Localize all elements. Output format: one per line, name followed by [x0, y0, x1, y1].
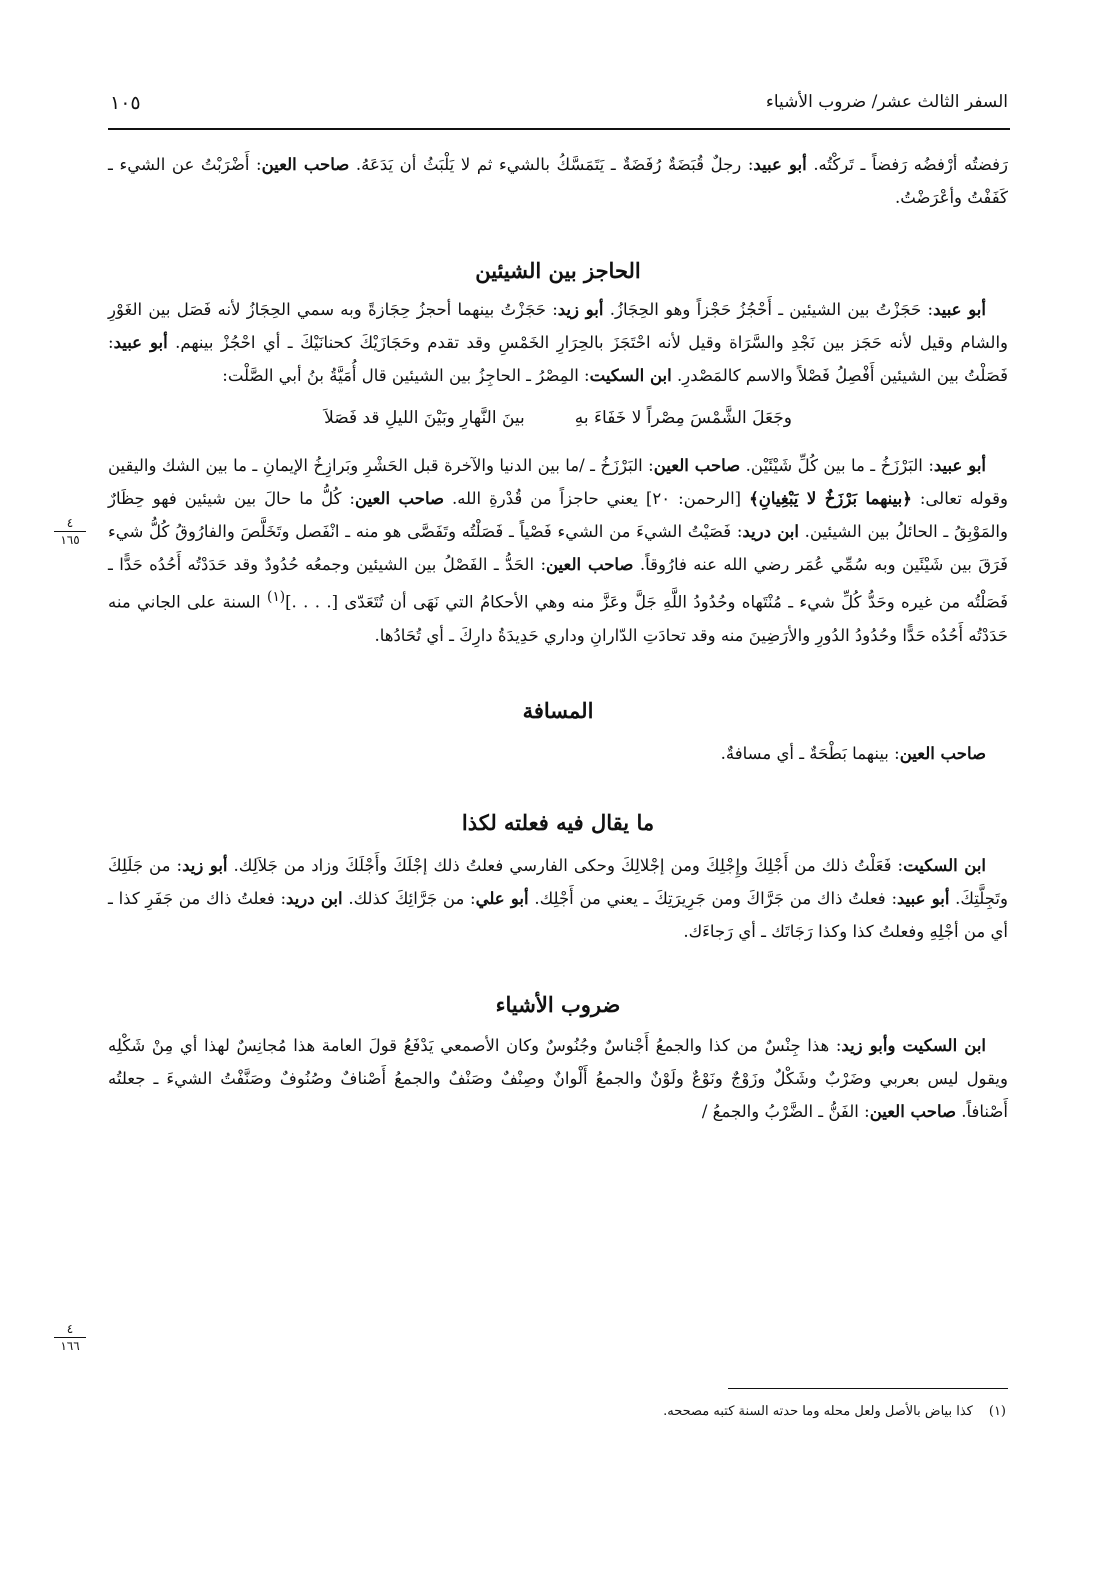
- verse-first-hemistich: وجَعَلَ الشَّمْسَ مِصْراً لا خَفَاءَ بهِ: [574, 408, 792, 428]
- section-heading: الحاجز بين الشيئين: [475, 258, 641, 283]
- author-name: صاحب العين: [354, 489, 444, 508]
- margin-note-bottom: ١٦٦: [60, 1339, 80, 1353]
- text-run: : الفَنُّ ـ الضَّرْبُ والجمعُ /: [701, 1101, 870, 1121]
- margin-note-top: ٤: [66, 516, 74, 530]
- author-name: صاحب العين: [869, 1101, 956, 1121]
- quran-quote: ﴿بينهما بَرْزَخٌ لا يَبْغِيانِ﴾: [749, 489, 912, 508]
- margin-note-top: ٤: [66, 1322, 74, 1336]
- author-name: ابن دريد: [286, 888, 343, 908]
- text-run: : حَجَزْتُ بينهما أحجزُ حِجَازةً وبه سمي الحِجَازُ لأنه فَصَل بين الغَوْرِ والشام وقيل لأنه حَجَز بين نَجْدِ والسَّرَاة وقيل لأنه احْتَجَزَ بالحِرَارِ الخَمْسِ وقد تقدم وحَجَازَيْكَ كحنانَيْكَ ـ أي احْجُزْ بينهم.: [108, 300, 1008, 352]
- author-name: ابن السكيت وأبو زيد: [841, 1035, 986, 1055]
- author-name: أبو عبيد: [933, 300, 986, 319]
- author-name: أبو عبيد: [897, 888, 950, 908]
- section-heading: ضروب الأشياء: [495, 991, 621, 1017]
- text-run: : فَصَلْتُ بين الشيئين أَفْصِلُ فَصْلاً والاسم كالمَصْدرِ.: [108, 333, 1008, 385]
- author-name: أبو عبيد: [933, 456, 986, 475]
- text-run: : رجلٌ قُبَضَةٌ رُفَضَةٌ ـ يَتَمَسَّكُ بالشيء ثم لا يَلْبَثُ أن يَدَعَهُ.: [349, 155, 754, 174]
- text-run: السنة على الجاني منه حَدَدْتُه أَحُدُه حَدًّا وحُدُودُ الدُورِ والأرَضِينَ منه وقد تحادَتِ الدّارانِ وداري حَدِيدَةُ دارِكَ ـ أي تُحَادُها.: [108, 592, 1008, 645]
- text-run: : الحَدُّ ـ الفَصْلُ بين الشيئين وجمعُه حُدُودٌ وقد حَدَدْتُه أَحُدُه حَدًّا ـ فَصَلْتُه من غيره وحَدُّ كُلِّ شيء ـ مُنْتَهاه وحُدُودُ اللَّهِ جَلَّ وعَزَّ منه وهي الأحكامُ التي نَهَى أن تُتَعَدّى [. . . .]: [108, 555, 1008, 612]
- text-run: : أَضْرَبْتُ عن الشيء ـ كَفَفْتُ وأعْرَضْتُ.: [108, 155, 1008, 207]
- running-title: السفر الثالث عشر/ ضروب الأشياء: [765, 92, 1008, 112]
- text-run: : فَصَيْتُ الشيءَ من الشيء فَصْياً ـ فَصَلْتُه وتَفَصَّى هو منه ـ انْفَصل وتَخَلَّصَ والفارُوقُ كُلُّ شيء فَرَقَ بين شَيْئَين وبه سُمِّي عُمَر رضي الله عنه فارُوقاً.: [108, 522, 1008, 574]
- header-rule: [108, 128, 1010, 130]
- footnote-rule: [728, 1388, 1008, 1389]
- author-name: ابن دريد: [742, 522, 799, 541]
- text-run: : هذا جِنْسٌ من كذا والجمعُ أَجْناسٌ وجُنُوسٌ وكان الأصمعي يَدْفَعُ قولَ العامة هذا مُجانِسٌ لهذا أي مِنْ شَكْلِه ويقول ليس بعربي وضَرْبٌ وشَكْلٌ وزَوْجٌ ونَوْعٌ ولَوْنٌ والجمعُ أَلْوانٌ وصِنْفٌ وصَنْفٌ والجمعُ أَصْنافٌ وصُنُوفٌ وصَنَّفْتُ الشيءَ ـ جعلتُه أَصْنافاً.: [108, 1035, 1008, 1121]
- margin-note-bar: [54, 1337, 86, 1338]
- author-name: أبو علي: [475, 888, 529, 908]
- poetry-verse: [108, 402, 1008, 435]
- author-name: أبو زيد: [182, 855, 228, 875]
- author-name: صاحب العين: [899, 743, 986, 763]
- author-name: صاحب العين: [653, 456, 741, 475]
- text-run: : المِصْرُ ـ الحاجِزُ بين الشيئين قال أُمَيَّةُ بنُ أبي الصَّلْت:: [222, 366, 590, 385]
- paragraph: [108, 849, 1008, 948]
- author-name: أبو عبيد: [113, 333, 168, 352]
- footnote: [663, 1404, 1006, 1419]
- paragraph: [108, 293, 1008, 392]
- text-run: : من جَلَلِكَ وتَجِلَّتِكَ.: [108, 855, 1008, 908]
- text-run: رَفضتُه أرْفضُه رَفضاً ـ تَركْتُه.: [806, 155, 1008, 174]
- footnote-number: (١): [988, 1404, 1006, 1419]
- intro-paragraph: [108, 148, 1008, 214]
- footnote-text: كذا بياض بالأصل ولعل محله وما حدته السنة كتبه مصححه.: [663, 1404, 973, 1419]
- section-heading: المسافة: [522, 697, 594, 723]
- margin-folio-note: [50, 517, 90, 546]
- text-run: : فعلتُ ذاك من جَرَّاكَ ومن جَرِيرَتِكَ ـ يعني من أَجْلِك.: [528, 888, 897, 908]
- author-name: صاحب العين: [261, 155, 350, 174]
- margin-note-bottom: ١٦٥: [60, 533, 80, 547]
- author-name: صاحب العين: [546, 555, 634, 574]
- text-run: : حَجَزْتُ بين الشيئين ـ أَحْجُزُ حَجْزاً وهو الحِجَازُ.: [603, 300, 934, 319]
- author-name: ابن السكيت: [903, 855, 987, 875]
- margin-note-bar: [54, 531, 86, 532]
- footnote-ref[interactable]: (١): [266, 589, 286, 605]
- margin-folio-note: [50, 1323, 90, 1352]
- text-run: : البَرْزَخُ ـ /ما بين الدنيا والآخرة قبل الحَشْرِ وبَرازِخُ الإيمانِ ـ ما بين الشك واليقين وقوله تعالى:: [108, 456, 1009, 508]
- paragraph: [108, 449, 1008, 652]
- main-text: [108, 148, 1008, 1128]
- text-run: : من جَرَّائِكَ كذلك.: [342, 888, 476, 908]
- verse-second-hemistich: بينَ النَّهارِ وبَيْنَ الليلِ قد فَصَلاَ: [324, 408, 525, 428]
- text-run: : فَعَلْتُ ذلك من أَجْلِكَ وإِجْلِكَ ومن إجْلالِكَ وحكى الفارسي فعلتُ ذلك إجْلَكَ وأَجْلَكَ وزاد من جَلاَلِك.: [227, 855, 904, 875]
- text-run: : كُلُّ ما حالَ بين شيئين فهو حِظَارٌ والمَوْبِقُ ـ الحائلُ بين الشيئين.: [108, 489, 1008, 541]
- text-run: : فعلتُ ذاك من جَفَرِ كذا ـ أي من أجْلِهِ وفعلتُ كذا وكذا رَجَاتَك ـ أي رَجاءَك.: [108, 888, 1008, 941]
- page-number: ١٠٥: [110, 92, 141, 114]
- text-run: : بينهما بَطْحَةٌ ـ أي مسافةٌ.: [720, 743, 900, 763]
- section-heading: ما يقال فيه فعلته لكذا: [461, 809, 655, 835]
- author-name: أبو عبيد: [753, 155, 807, 174]
- paragraph: [108, 1029, 1008, 1128]
- text-run: : البَرْزَخُ ـ ما بين كُلِّ شَيْئَيْن.: [740, 456, 934, 475]
- author-name: ابن السكيت: [589, 366, 672, 385]
- paragraph: [108, 737, 1008, 770]
- text-run: [الرحمن: ٢٠] يعني حاجزاً من قُدْرةِ الله.: [444, 489, 750, 508]
- author-name: أبو زيد: [557, 300, 604, 319]
